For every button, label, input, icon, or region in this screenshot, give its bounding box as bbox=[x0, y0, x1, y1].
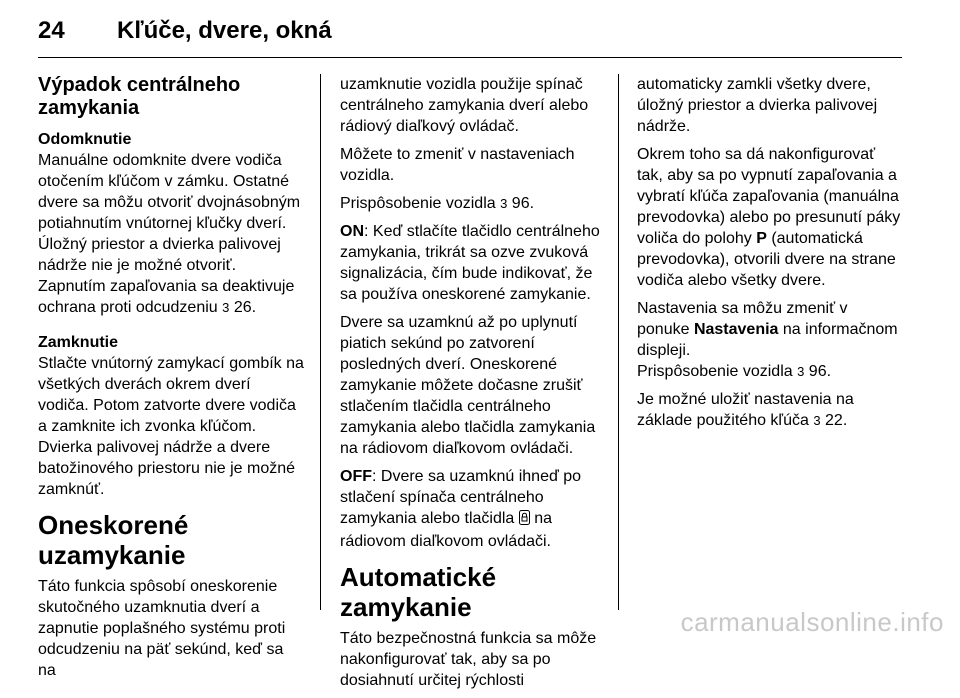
section-heading-central-locking-failure: Výpadok centrálneho zamykania bbox=[38, 74, 241, 119]
page-ref-icon: 3 bbox=[797, 364, 805, 379]
paragraph-settings-menu-text: Nastavenia sa môžu zmeniť v ponuke bbox=[637, 300, 848, 338]
paragraph-unlock-text: Manuálne odomknite dvere vodiča otočením kľúčom v zámku. Ostatné dvere sa môžu otvoriť dvojnásobným potiahnutím vnútornej kľučky dverí. Úložný priestor a dvierka palivovej nádrže nie je možné otvoriť. Zapnutím zapaľovania sa deaktivuje ochrana proti odcudzeniu bbox=[38, 152, 301, 316]
paragraph-on-option bbox=[340, 221, 606, 305]
menu-label-settings: Nastavenia bbox=[693, 321, 779, 338]
paragraph-settings-menu: Nastavenia sa môžu zmeniť v ponuke Nastavenia na informačnom displeji. Prispôsobenie vozidla 3 96. bbox=[637, 300, 898, 380]
paragraph-automatic-locking: Táto bezpečnostná funkcia sa môže nakonfigurovať tak, aby sa po dosiahnutí určitej rýchlosti bbox=[340, 630, 597, 689]
page-ref-icon: 3 bbox=[500, 196, 508, 211]
page-ref-icon: 3 bbox=[813, 413, 821, 428]
column-divider bbox=[320, 74, 321, 610]
page-ref-number[interactable]: 22 bbox=[825, 412, 843, 429]
section-heading-automatic-locking: Automatické zamykanie bbox=[340, 562, 497, 622]
paragraph-lock: Stlačte vnútorný zamykací gombík na všetkých dverách okrem dverí vodiča. Potom zatvorte dvere vodiča a zamknite ich zvonka kľúčom. Dvierka palivovej nádrže a dvere batožinového priestoru nie je možné zamknúť. bbox=[38, 355, 304, 498]
paragraph-configuration-text: Okrem toho sa dá nakonfigurovať tak, aby sa po vypnutí zapaľovania a vybratí kľúča zapaľovania (manuálna prevodovka) alebo po presunutí páky voliča do polohy bbox=[637, 146, 901, 247]
page-number: 24 bbox=[38, 17, 65, 44]
option-label-on: ON bbox=[340, 223, 364, 240]
watermark: carmanualsonline.info bbox=[680, 607, 944, 637]
column-middle bbox=[340, 74, 606, 698]
selector-position-p: P bbox=[756, 230, 767, 247]
paragraph-doors-lock: Dvere sa uzamknú až po uplynutí piatich sekúnd po zatvorení posledných dverí. Oneskorené zamykanie môžete dočasne zrušiť stlačením tlačidla centrálneho zamykania alebo tlačidla zamykania na rádiovom diaľkovom ovládači. bbox=[340, 314, 596, 457]
paragraph-customisation-ref: Prispôsobenie vozidla 3 96. bbox=[340, 195, 535, 212]
paragraph-delayed-locking: Táto funkcia spôsobí oneskorenie skutočného uzamknutia dverí a zapnutie poplašného systému proti odcudzeniu na päť sekúnd, keď sa na bbox=[38, 578, 286, 679]
paragraph-configuration-text-end: (automatická prevodovka), otvorili dvere na strane vodiča alebo všetky dvere. bbox=[637, 230, 896, 289]
subheading-unlock: Odomknutie bbox=[38, 131, 132, 148]
paragraph-settings: Môžete to zmeniť v nastaveniach vozidla. bbox=[340, 146, 575, 184]
paragraph-off-text-end: na rádiovom diaľkovom ovládači. bbox=[340, 510, 553, 550]
page-ref-icon: 3 bbox=[222, 300, 230, 315]
paragraph-off-option bbox=[340, 466, 606, 552]
paragraph-save-settings: Je možné uložiť nastavenia na základe použitého kľúča 3 22. bbox=[637, 391, 854, 429]
page-header-title: Kľúče, dvere, okná bbox=[117, 17, 332, 44]
column-left bbox=[38, 74, 304, 681]
page-ref-number[interactable]: 96 bbox=[511, 195, 530, 212]
column-divider bbox=[618, 74, 619, 610]
column-right bbox=[637, 74, 903, 438]
paragraph-settings-menu-text-end: na informačnom displeji. bbox=[637, 321, 898, 359]
paragraph-off-text: : Dvere sa uzamknú ihneď po stlačení spínača centrálneho zamykania alebo tlačidla bbox=[340, 468, 582, 527]
section-heading-delayed-locking: Oneskorené uzamykanie bbox=[38, 510, 189, 570]
paragraph-unlock: Manuálne odomknite dvere vodiča otočením kľúčom v zámku. Ostatné dvere sa môžu otvoriť dvojnásobným potiahnutím vnútornej kľučky dverí. Úložný priestor a dvierka palivovej nádrže nie je možné otvoriť. Zapnutím zapaľovania sa deaktivuje ochrana proti odcudzeniu 3 26. bbox=[38, 152, 301, 316]
page-ref-number[interactable]: 96 bbox=[808, 363, 827, 380]
subheading-lock: Zamknutie bbox=[38, 334, 119, 351]
paragraph-customisation-text: Prispôsobenie vozidla bbox=[637, 363, 793, 380]
paragraph-save-settings-text: Je možné uložiť nastavenia na základe použitého kľúča bbox=[637, 391, 854, 429]
option-label-off: OFF bbox=[340, 468, 372, 485]
paragraph-on-text: : Keď stlačíte tlačidlo centrálneho zamykania, trikrát sa ozve zvuková signalizácia, čím bude indikovať, že sa používa oneskorené zamykanie. bbox=[340, 223, 600, 303]
lock-button-icon bbox=[519, 510, 530, 531]
paragraph-continued: uzamknutie vozidla použije spínač centrálneho zamykania dverí alebo rádiový diaľkový ovládač. bbox=[340, 76, 589, 135]
paragraph-configuration bbox=[637, 144, 903, 291]
paragraph-customisation-text: Prispôsobenie vozidla bbox=[340, 195, 496, 212]
page-ref-number[interactable]: 26 bbox=[233, 299, 252, 316]
header-rule bbox=[38, 57, 902, 58]
paragraph-continued: automaticky zamkli všetky dvere, úložný priestor a dvierka palivovej nádrže. bbox=[637, 76, 878, 135]
